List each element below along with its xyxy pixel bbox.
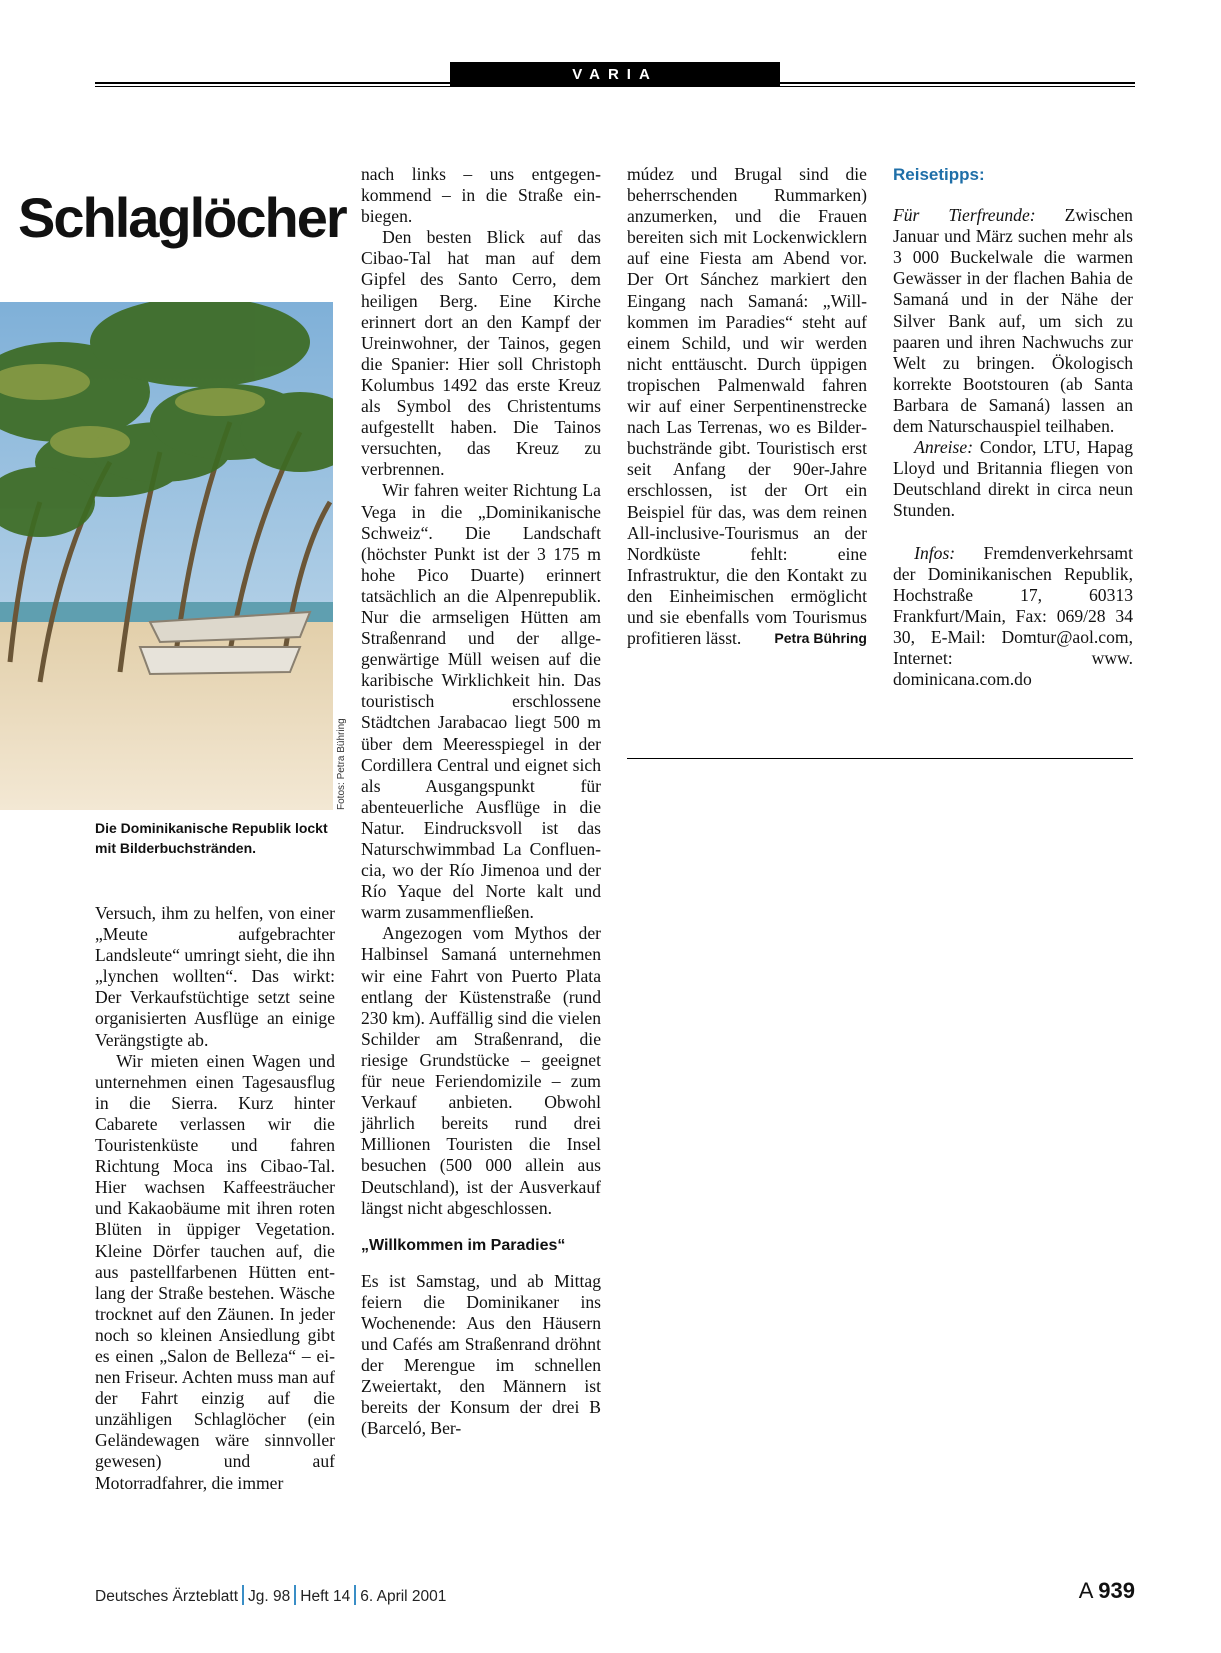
article-column-3 xyxy=(627,164,867,649)
tip-label: Infos: xyxy=(914,542,956,563)
tip-text: Condor, LTU, Hapag Lloyd und Britannia fliegen von Deutschland direkt in circa neun Stunden. xyxy=(893,437,1133,521)
journal-issue: Heft 14 xyxy=(300,1588,351,1605)
article-column-1 xyxy=(95,903,335,1494)
article-end-rule xyxy=(627,758,1133,759)
author-name: Petra Bühring xyxy=(774,630,867,647)
paragraph: Den besten Blick auf das Cibao-Tal hat man auf dem Gipfel des Santo Cerro, dem heiligen Berg. Eine Kirche erinnert dort an den Kampf der Ureinwohner, der Tainos, gegen die Spanier: Hier soll Christoph Kolumbus 1492 das erste Kreuz als Symbol des Christentums aufgestellt haben. Die Tainos versuchten, das Kreuz zu verbrennen. xyxy=(361,227,601,480)
paragraph: Wir mieten einen Wagen und unternehmen einen Tagesausflug in die Sierra. Kurz hinter Cabarete verlassen wir die Touristenküste und fahren Richtung Moca ins Cibao-Tal. Hier wachsen Kaffeesträucher und Kakaobäume mit ihren roten Blüten in üppiger Vegetation. Kleine Dörfer tauchen auf, die aus pastellfarbenen Hütten entlang der Straße bestehen. Wäsche trocknet auf den Zäunen. In jeder noch so kleinen Ansiedlung gibt es einen „Salon de Belleza“ – einen Friseur. Achten muss man auf der Fahrt einzig auf die unzähligen Schlaglöcher (ein Geländewagen wäre sinnvoller gewesen) und auf Motorradfahrer, die immer xyxy=(95,1050,335,1493)
subheading: „Willkommen im Paradies“ xyxy=(361,1236,566,1254)
page-prefix: A xyxy=(1078,1578,1093,1603)
paragraph: Angezogen vom Mythos der Halbinsel Samaná unternehmen wir eine Fahrt von Puerto Plata entlang der Küstenstraße (rund 230 km). Auffällig sind die vielen Schilder am Straßenrand, die riesige Grundstücke – geeignet für neue Feriendomizile – zum Verkauf anbieten. Obwohl jährlich bereits rund drei Millionen Touristen die Insel besuchen (500 000 allein aus Deutschland), ist der Ausverkauf längst nicht abgeschlossen. xyxy=(361,923,601,1218)
travel-tips-box xyxy=(893,164,1133,690)
paragraph-text: múdez und Brugal sind die beherrschenden Rummarken) anzumerken, und die Frauen bereiten sich mit Lockenwicklern auf eine Fiesta am Abend vor. Der Ort Sánchez markiert den Eingang nach Samaná: „Willkommen im Paradies“ steht auf einem Schild, und wir werden nicht enttäuscht. Durch üppigen tropischen Palmenwald fahren wir auf einer Serpentinenstrecke nach Las Terrenas, wo es Bilderbuchstrände gibt. Touristisch erst seit Anfang der 90er-Jahre erschlossen, ist der Ort ein Beispiel für das, was dem reinen All-inclusive-Tourismus an der Nordküste fehlt: eine Infrastruktur, die den Kontakt zu den Einheimischen ermöglicht und sie ebenfalls vom Tourismus profitieren lässt. xyxy=(627,164,867,649)
paragraph: Versuch, ihm zu helfen, von einer „Meute aufgebrachter Landsleute“ umringt sieht, die ihn „lynchen wollten“. Das wirkt: Der Verkaufstüchtige setzt seine organisierten Ausflüge an einige Verängstigte ab. xyxy=(95,903,335,1050)
tip-travel xyxy=(893,437,1133,521)
journal-name: Deutsches Ärzteblatt xyxy=(95,1588,239,1605)
photo-credit: Fotos: Petra Bühring xyxy=(336,718,347,810)
paragraph xyxy=(627,164,867,649)
header-rule xyxy=(95,82,450,84)
paragraph: Es ist Samstag, und ab Mittag feiern die Dominikaner ins Wochenende: Aus den Häusern und Cafés am Straßenrand dröhnt der Merengue im schnellen Zweiertakt, den Männern ist bereits der Konsum der drei B (Barceló, Ber- xyxy=(361,1270,601,1439)
tip-label: Für Tierfreunde: xyxy=(893,205,1036,226)
header-rule xyxy=(780,82,1135,84)
article-column-2 xyxy=(361,164,601,1439)
article-headline: Schlaglöcher xyxy=(18,186,346,249)
travel-tips-title: Reisetipps: xyxy=(893,165,985,184)
tip-text: Zwischen Januar und März suchen mehr als 3 000 Buckelwale die warmen Gewässer in der flachen Bahia de Samaná und in der Nähe der Silver Bank auf, um sich zu paaren und ihren Nachwuchs zur Welt zu bringen. Ökologisch korrekte Bootstouren (ab Santa Barbara de Samaná) lassen an dem Naturschauspiel teilhaben. xyxy=(893,205,1133,437)
spacer xyxy=(893,522,1133,543)
paragraph: Wir fahren weiter Richtung La Vega in die „Dominikanische Schweiz“. Die Landschaft (höchster Punkt ist der 3 175 m hohe Pico Duarte) erinnert tatsächlich an die Alpenrepublik. Nur die armseligen Hütten am Straßenrand und der allgegenwärtige Müll weisen auf die karibische Wirklichkeit hin. Das touristisch erschlossene Städtchen Jarabacao liegt 500 m über dem Meeresspiegel in der Cordillera Central und eignet sich als Ausgangspunkt für abenteuerliche Ausflüge in die Natur. Eindrucksvoll ist das Naturschwimmbad La Confluencia, wo der Río Jimenoa und der Río Yaque del Norte kalt und warm zusammenfließen. xyxy=(361,480,601,923)
footer-separator xyxy=(354,1585,356,1605)
photo-caption: Die Dominikanische Republik lockt mit Bilderbuchstränden. xyxy=(95,820,328,856)
tip-info xyxy=(893,543,1133,691)
beach-photo xyxy=(0,302,333,810)
page-number xyxy=(1079,1578,1135,1604)
tip-text: Fremdenverkehrsamt der Dominikanischen Republik, Hochstraße 17, 60313 Frankfurt/Main, Fax: 069/28 34 30, E-Mail: Domtur@aol.com, Internet: www. dominicana.com.do xyxy=(893,542,1133,690)
header-rule xyxy=(95,86,450,87)
page-value: 939 xyxy=(1098,1578,1135,1603)
section-label: VARIA xyxy=(450,62,780,87)
paragraph: nach links – uns entgegenkommend – in die Straße einbiegen. xyxy=(361,164,601,227)
header-rule xyxy=(780,86,1135,87)
journal-volume: Jg. 98 xyxy=(248,1588,291,1605)
footer-separator xyxy=(242,1585,244,1605)
footer xyxy=(95,1585,446,1606)
tip-animals xyxy=(893,205,1133,437)
issue-date: 6. April 2001 xyxy=(360,1588,447,1605)
footer-separator xyxy=(294,1585,296,1605)
tip-label: Anreise: xyxy=(914,437,974,458)
